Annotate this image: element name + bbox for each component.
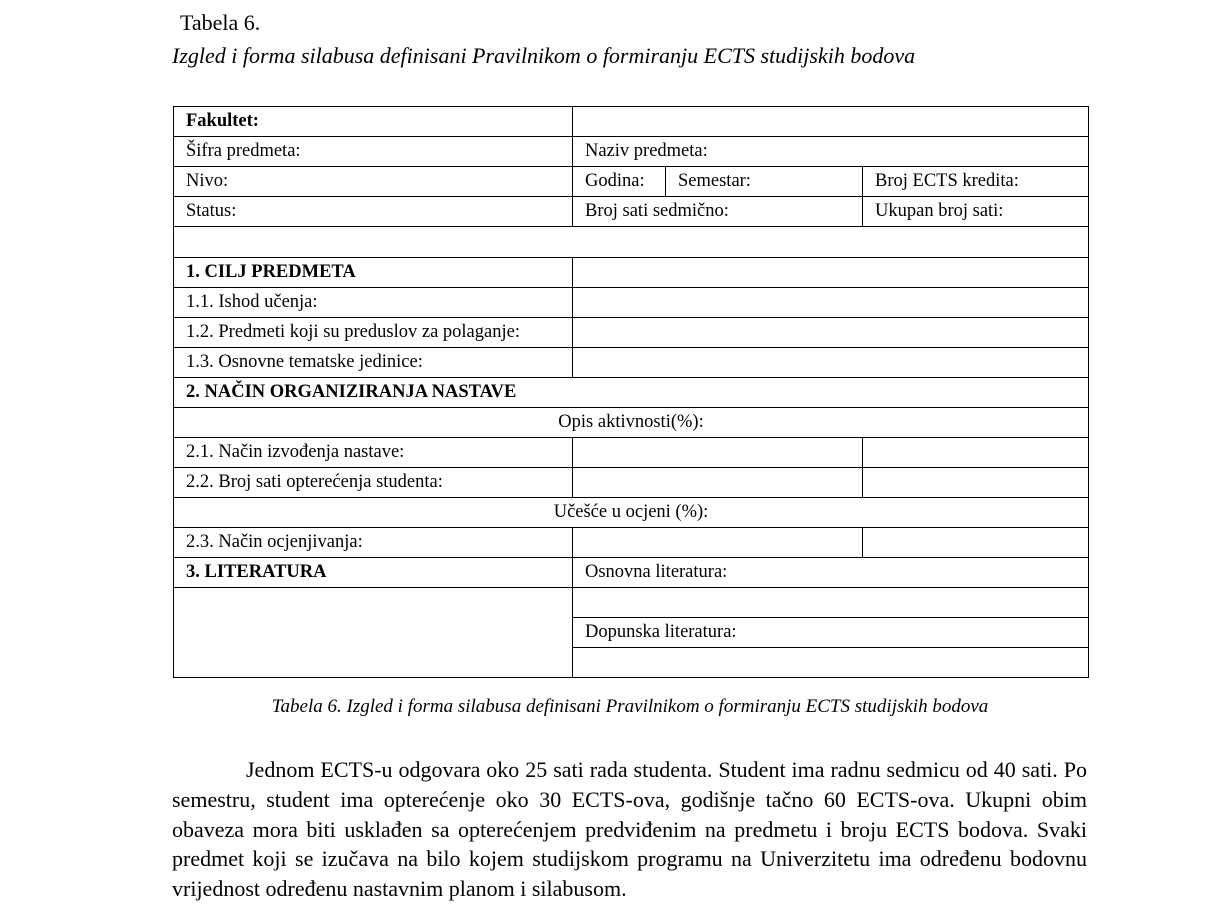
cell-nacin-ocjenjivanja: 2.3. Način ocjenjivanja: bbox=[174, 528, 573, 558]
cell-broj-sati-opterecenja: 2.2. Broj sati opterećenja studenta: bbox=[174, 468, 573, 498]
cell-osnovna-literatura: Osnovna literatura: bbox=[573, 558, 1089, 588]
table-title: Izgled i forma silabusa definisani Pravilnikom o formiranju ECTS studijskih bodova bbox=[172, 43, 916, 68]
cell-tematske-jedinice-value bbox=[573, 348, 1089, 378]
table-row bbox=[174, 498, 1089, 528]
table-row bbox=[174, 438, 1089, 468]
cell-nacin-izvodjenja: 2.1. Način izvođenja nastave: bbox=[174, 438, 573, 468]
cell-sifra-predmeta: Šifra predmeta: bbox=[174, 137, 573, 167]
cell-nacin-ocjenjivanja-value-a bbox=[573, 528, 863, 558]
table-row bbox=[174, 137, 1089, 167]
table-row bbox=[174, 588, 1089, 618]
table-row bbox=[174, 318, 1089, 348]
table-row bbox=[174, 288, 1089, 318]
cell-nacin-organiziranja: 2. NAČIN ORGANIZIRANJA NASTAVE bbox=[174, 378, 1089, 408]
table-row bbox=[174, 378, 1089, 408]
cell-preduslov: 1.2. Predmeti koji su preduslov za polaganje: bbox=[174, 318, 573, 348]
cell-nivo: Nivo: bbox=[174, 167, 573, 197]
table-label: Tabela 6. bbox=[180, 10, 261, 35]
cell-status: Status: bbox=[174, 197, 573, 227]
cell-ukupan-broj-sati: Ukupan broj sati: bbox=[863, 197, 1089, 227]
body-paragraph: Jednom ECTS-u odgovara oko 25 sati rada studenta. Student ima radnu sedmicu od 40 sati. Po semestru, student ima opterećenje oko 30 ECTS-ova, godišnje tačno 60 ECTS-ova. Ukupni obim obaveza mora biti usklađen sa opterećenjem predviđenim na predmetu i broju ECTS bodova. Svaki predmet koji se izučava na bilo kojem studijskom programu na Univerzitetu ima određenu bodovnu vrijednost određenu nastavnim planom i silabusom. bbox=[172, 757, 1087, 902]
table-row bbox=[174, 558, 1089, 588]
cell-broj-sati-sedmicno: Broj sati sedmično: bbox=[573, 197, 863, 227]
cell-opis-aktivnosti: Opis aktivnosti(%): bbox=[174, 408, 1089, 438]
table-caption: Tabela 6. Izgled i forma silabusa definisani Pravilnikom o formiranju ECTS studijskih bodova bbox=[271, 696, 989, 717]
table-row bbox=[174, 167, 1089, 197]
cell-naziv-predmeta: Naziv predmeta: bbox=[573, 137, 1089, 167]
cell-cilj-predmeta-value bbox=[573, 258, 1089, 288]
cell-nacin-ocjenjivanja-value-b bbox=[863, 528, 1089, 558]
table-row bbox=[174, 258, 1089, 288]
table-row bbox=[174, 197, 1089, 227]
table-row bbox=[174, 408, 1089, 438]
cell-broj-sati-opterecenja-value-a bbox=[573, 468, 863, 498]
cell-broj-sati-opterecenja-value-b bbox=[863, 468, 1089, 498]
cell-nacin-izvodjenja-value-b bbox=[863, 438, 1089, 468]
table-row bbox=[174, 348, 1089, 378]
cell-preduslov-value bbox=[573, 318, 1089, 348]
cell-cilj-predmeta: 1. CILJ PREDMETA bbox=[174, 258, 573, 288]
cell-empty-spacer bbox=[174, 227, 1089, 258]
cell-dopunska-literatura-value bbox=[573, 648, 1089, 678]
cell-tematske-jedinice: 1.3. Osnovne tematske jedinice: bbox=[174, 348, 573, 378]
cell-ishod-ucenja-value bbox=[573, 288, 1089, 318]
cell-osnovna-literatura-value bbox=[573, 588, 1089, 618]
cell-ucesce-u-ocjeni: Učešće u ocjeni (%): bbox=[174, 498, 1089, 528]
cell-dopunska-literatura: Dopunska literatura: bbox=[573, 618, 1089, 648]
syllabus-table bbox=[173, 106, 1089, 678]
cell-semestar: Semestar: bbox=[666, 167, 863, 197]
cell-broj-ects-kredita: Broj ECTS kredita: bbox=[863, 167, 1089, 197]
cell-ishod-ucenja: 1.1. Ishod učenja: bbox=[174, 288, 573, 318]
table-row bbox=[174, 528, 1089, 558]
cell-fakultet: Fakultet: bbox=[174, 107, 573, 137]
cell-literatura-empty bbox=[174, 588, 573, 678]
table-row bbox=[174, 107, 1089, 137]
cell-literatura: 3. LITERATURA bbox=[174, 558, 573, 588]
table-row bbox=[174, 468, 1089, 498]
cell-nacin-izvodjenja-value-a bbox=[573, 438, 863, 468]
cell-godina: Godina: bbox=[573, 167, 666, 197]
cell-fakultet-value bbox=[573, 107, 1089, 137]
table-row bbox=[174, 227, 1089, 258]
